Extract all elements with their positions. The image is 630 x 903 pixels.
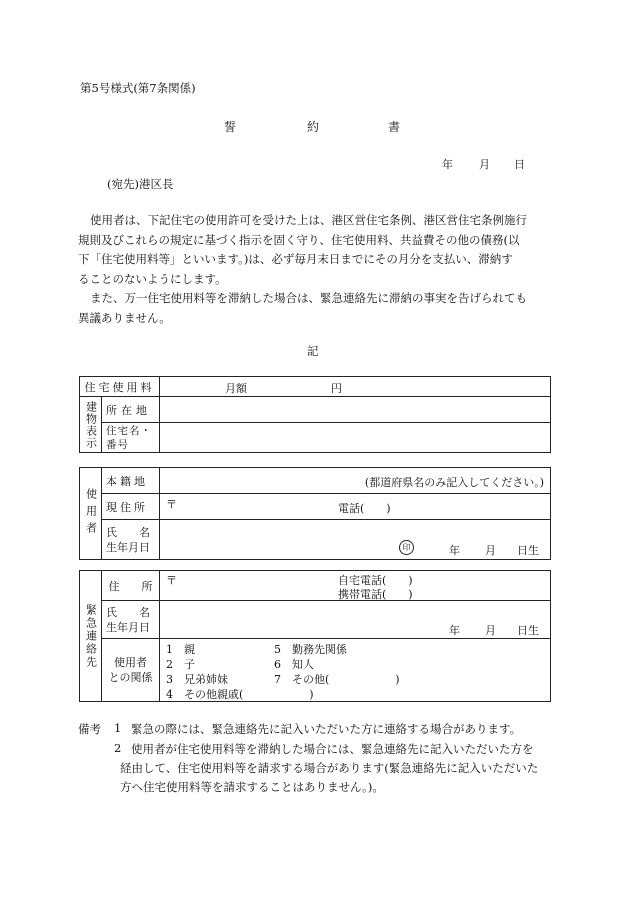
domicile-label: 本籍地 — [102, 468, 160, 494]
domicile-input[interactable] — [160, 468, 551, 494]
name-birth-label — [102, 520, 160, 560]
housing-label: 住宅名・番号 — [102, 423, 160, 453]
note-1-text: 緊急の際には、緊急連絡先に記入いただいた方に連絡する場合があります。 — [131, 722, 522, 736]
birth-year-label: 年 — [449, 544, 460, 557]
rent-building-table — [79, 376, 551, 453]
title-char-2: 約 — [307, 120, 320, 134]
note-2-line: 使用者が住宅使用料等を滞納した場合には、緊急連絡先に記入いただいた方を — [131, 742, 534, 756]
phone-label: 電話( ) — [338, 502, 391, 515]
relation-option[interactable]: 3 兄弟姉妹 — [166, 673, 228, 686]
notes-label: 備考 — [78, 722, 101, 736]
em-postal-mark: 〒 — [166, 574, 177, 587]
em-name-birth-input[interactable] — [160, 601, 551, 639]
domicile-note: (都道府県名のみ記入してください。) — [364, 476, 544, 489]
relation-option[interactable]: 2 子 — [166, 658, 195, 671]
housing-input[interactable] — [160, 423, 551, 453]
note-2-line: 方へ住宅使用料等を請求することはありません。)。 — [120, 780, 384, 794]
seal-mark: 印 — [399, 540, 414, 555]
user-section-label: 使用者 — [80, 468, 102, 560]
birth-label: 生年月日 — [106, 540, 150, 554]
pledge-line: 使用者は、下記住宅の使用許可を受けた上は、港区営住宅条例、港区営住宅条例施行 — [90, 213, 527, 227]
building-label: 建物表示 — [80, 397, 102, 453]
relation-option[interactable]: 4 その他親戚( ) — [166, 688, 314, 701]
date-year-label: 年 — [442, 158, 453, 171]
date-month-label: 月 — [479, 158, 490, 171]
em-birth-day-label: 日生 — [517, 624, 539, 637]
relation-options — [160, 639, 551, 702]
location-input[interactable] — [160, 397, 551, 423]
relation-option[interactable]: 7 その他( ) — [274, 673, 400, 686]
birth-month-label: 月 — [485, 544, 496, 557]
default-line: また、万一住宅使用料等を滞納した場合は、緊急連絡先に滞納の事実を告げられても — [90, 291, 527, 305]
rent-label: 住宅使用料 — [80, 377, 160, 397]
em-address-input[interactable] — [160, 571, 551, 601]
home-phone-label: 自宅電話( ) — [338, 574, 413, 587]
pledge-line: 規則及びこれらの規定に基づく指示を固く守り、住宅使用料、共益費その他の債務(以 — [78, 232, 520, 247]
rent-yen-label: 円 — [331, 382, 342, 395]
form-number: 第5号様式(第7条関係) — [80, 81, 196, 95]
em-address-label: 住 所 — [102, 571, 160, 601]
note-1-number: 1 — [114, 721, 122, 735]
title-char-3: 書 — [388, 120, 401, 134]
relation-option[interactable]: 1 親 — [166, 643, 195, 656]
default-line: 異議ありません。 — [78, 310, 171, 325]
relation-label-line1: 使用者 — [114, 656, 147, 669]
location-label: 所在地 — [102, 397, 160, 423]
relation-option[interactable]: 5 勤務先関係 — [274, 643, 347, 656]
ki-heading: 記 — [307, 344, 319, 358]
date-day-label: 日 — [514, 158, 525, 171]
pledge-line: ることのないようにします。 — [78, 271, 227, 286]
em-birth-label: 生年月日 — [106, 620, 150, 634]
rent-input[interactable] — [160, 377, 551, 397]
name-label: 氏 名 — [106, 525, 150, 539]
pledge-paragraph — [78, 211, 554, 289]
title-char-1: 誓 — [224, 120, 237, 134]
mobile-phone-label: 携帯電話( ) — [338, 588, 413, 601]
pledge-line: 下「住宅使用料等」といいます。)は、必ず毎月末日までにその月分を支払い、滞納す — [78, 252, 513, 266]
default-paragraph — [78, 289, 554, 328]
name-birth-input[interactable] — [160, 520, 551, 560]
address-label: 現住所 — [102, 494, 160, 520]
note-2-line: 経由して、住宅使用料等を請求する場合があります(緊急連絡先に記入いただいた — [120, 761, 539, 775]
user-table — [79, 467, 551, 560]
relation-label — [102, 639, 160, 702]
addressee: (宛先)港区長 — [107, 177, 174, 191]
relation-label-line2: との関係 — [108, 671, 153, 684]
emergency-section-label: 緊急連絡先 — [80, 571, 102, 702]
em-name-birth-label — [102, 601, 160, 639]
postal-mark: 〒 — [166, 498, 177, 511]
em-birth-month-label: 月 — [485, 624, 496, 637]
relation-option[interactable]: 6 知人 — [274, 658, 314, 671]
birth-day-label: 日生 — [517, 544, 539, 557]
rent-monthly-label: 月額 — [225, 382, 247, 395]
address-input[interactable] — [160, 494, 551, 520]
em-name-label: 氏 名 — [106, 605, 150, 619]
note-2-number: 2 — [114, 741, 122, 755]
em-birth-year-label: 年 — [449, 624, 460, 637]
emergency-table — [79, 570, 551, 702]
